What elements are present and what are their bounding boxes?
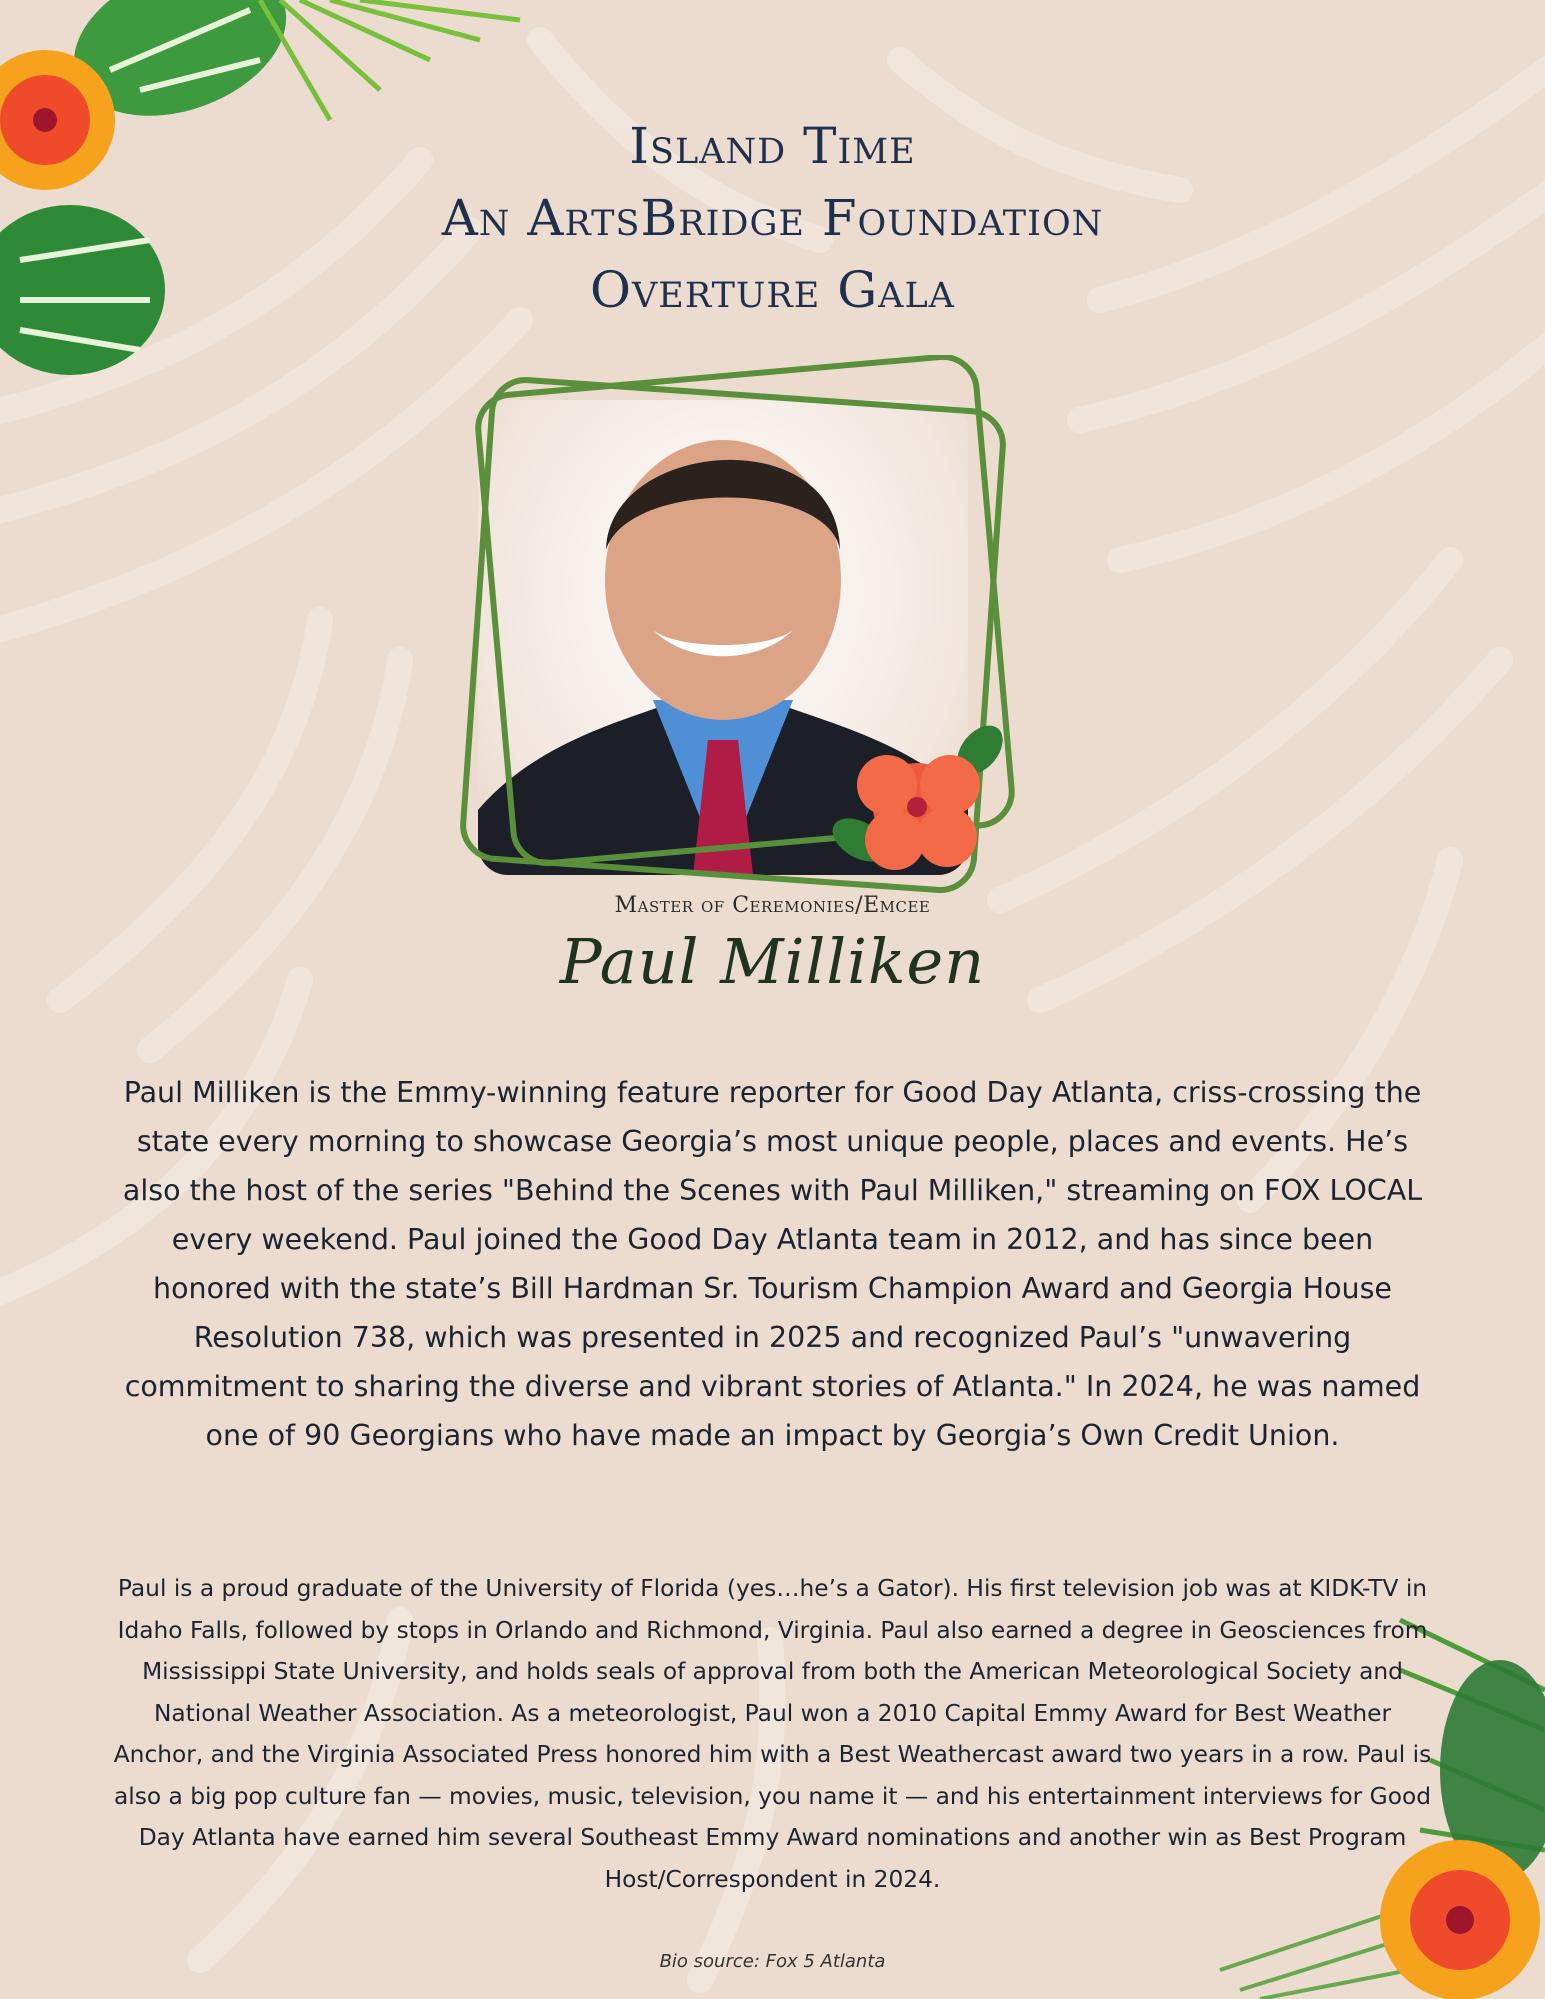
photo-frame — [455, 355, 1055, 895]
honoree-name: Paul Milliken — [559, 925, 986, 998]
event-title — [0, 110, 1545, 326]
bio-paragraph-2: Paul is a proud graduate of the University of Florida (yes…he’s a Gator). His first television job was at KIDK-TV in Idaho Falls, followed by stops in Orlando and Richmond, Virginia. Paul also earned a degree in Geosciences from Mississippi State University, and holds seals of approval from both the American Meteorological Society and National Weather Association. As a meteorologist, Paul won a 2010 Capital Emmy Award for Best Weather Anchor, and the Virginia Associated Press honored him with a Best Weathercast award two years in a row. Paul is also a big pop culture fan — movies, music, television, you name it — and his entertainment interviews for Good Day Atlanta have earned him several Southeast Emmy Award nominations and another win as Best Program Host/Correspondent in 2024. — [113, 1575, 1432, 1893]
bio-paragraph-1: Paul Milliken is the Emmy-winning feature reporter for Good Day Atlanta, criss-crossing the state every morning to showcase Georgia’s most unique people, places and events. He’s also the host of the series "Behind the Scenes with Paul Milliken," streaming on FOX LOCAL every weekend. Paul joined the Good Day Atlanta team in 2012, and has since been honored with the state’s Bill Hardman Sr. Tourism Champion Award and Georgia House Resolution 738, which was presented in 2025 and recognized Paul’s "unwavering commitment to sharing the diverse and vibrant stories of Atlanta." In 2024, he was named one of 90 Georgians who have made an impact by Georgia’s Own Credit Union. — [122, 1076, 1423, 1452]
title-line-3: Overture Gala — [590, 261, 955, 319]
title-line-1: Island Time — [629, 117, 916, 175]
title-line-2: An ArtsBridge Foundation — [441, 189, 1104, 247]
bio-source: Bio source: Fox 5 Atlanta — [659, 1951, 886, 1972]
honoree-role: Master of Ceremonies/Emcee — [614, 893, 931, 918]
hibiscus-frame-icon — [825, 717, 1012, 871]
